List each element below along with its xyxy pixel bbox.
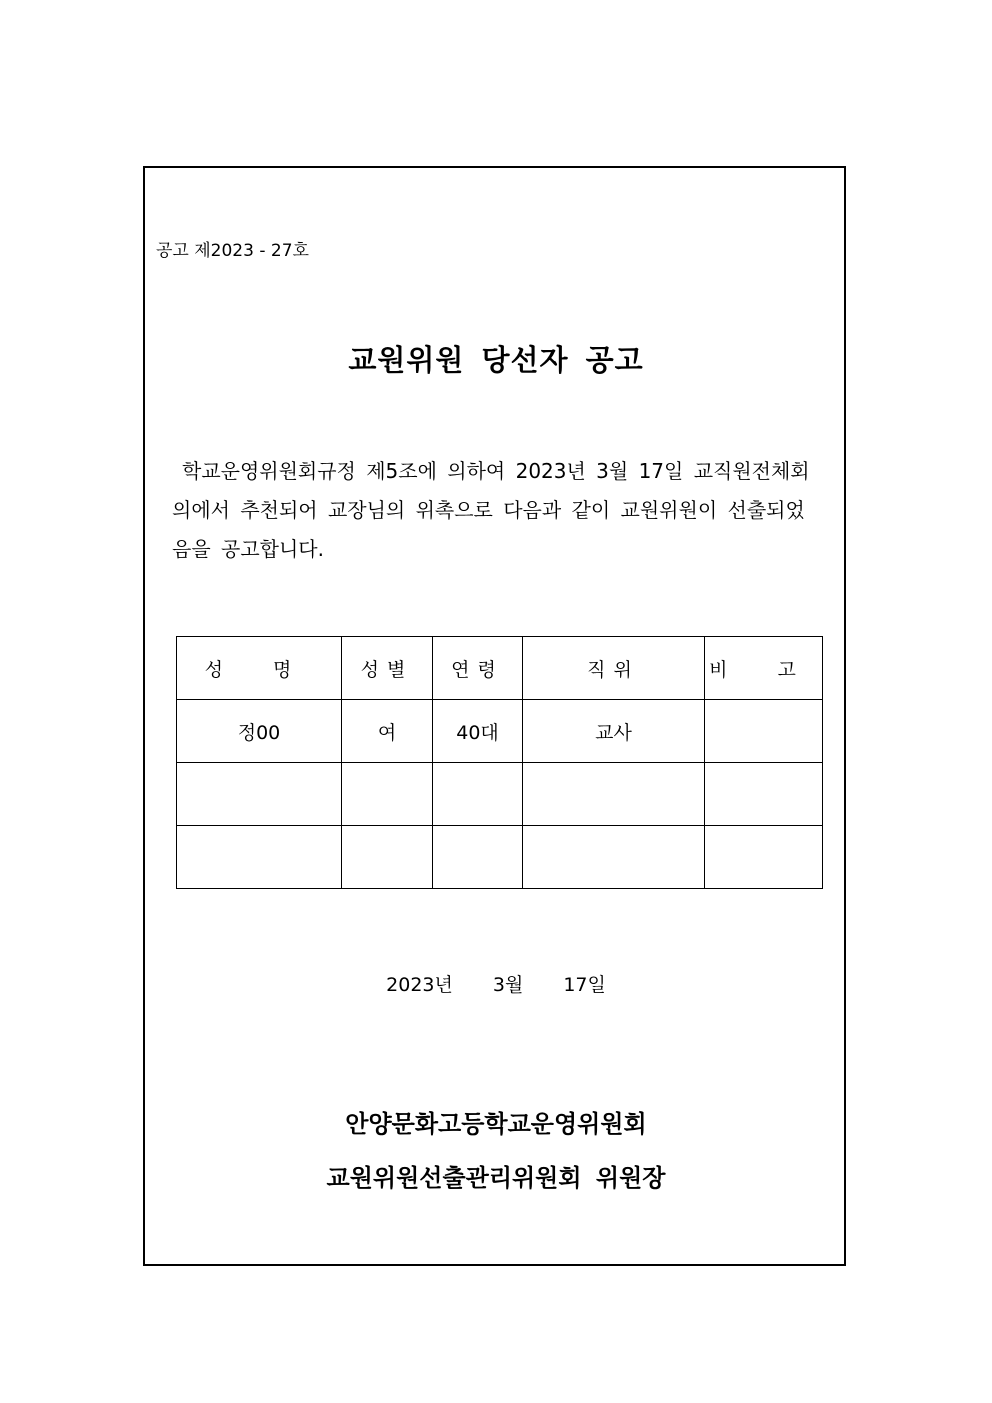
cell-name	[177, 826, 342, 889]
organization-name: 안양문화고등학교운영위원회	[345, 1110, 647, 1138]
table-header-row	[177, 637, 823, 700]
column-header-name: 성 명	[177, 637, 342, 700]
date-month: 3월	[492, 974, 524, 996]
column-header-gender: 성별	[342, 637, 433, 700]
cell-name: 정00	[177, 700, 342, 763]
notice-number: 공고 제2023 - 27호	[156, 241, 309, 261]
page-title: 교원위원 당선자 공고	[348, 343, 644, 377]
date-day: 17일	[563, 974, 606, 996]
body-line: 학교운영위원회규정 제5조에 의하여 2023년 3월 17일 교직원전체회	[182, 459, 810, 483]
cell-remarks	[705, 826, 823, 889]
cell-name	[177, 763, 342, 826]
body-line: 의에서 추천되어 교장님의 위촉으로 다음과 같이 교원위원이 선출되었	[172, 498, 805, 522]
body-line: 음을 공고합니다.	[172, 537, 324, 561]
cell-remarks	[705, 700, 823, 763]
committee-chair: 교원위원선출관리위원회 위원장	[326, 1164, 666, 1192]
column-header-remarks: 비 고	[705, 637, 823, 700]
column-header-age: 연령	[433, 637, 523, 700]
cell-age: 40대	[433, 700, 523, 763]
cell-age	[433, 826, 523, 889]
cell-gender: 여	[342, 700, 433, 763]
elected-members-table	[176, 636, 823, 889]
table-row	[177, 826, 823, 889]
cell-age	[433, 763, 523, 826]
date-year: 2023년	[386, 974, 453, 996]
cell-gender	[342, 763, 433, 826]
table-row	[177, 763, 823, 826]
cell-position	[523, 763, 705, 826]
cell-gender	[342, 826, 433, 889]
announcement-date	[0, 970, 992, 997]
cell-position: 교사	[523, 700, 705, 763]
table-row	[177, 700, 823, 763]
cell-remarks	[705, 763, 823, 826]
notice-body	[172, 452, 820, 569]
cell-position	[523, 826, 705, 889]
column-header-position: 직위	[523, 637, 705, 700]
